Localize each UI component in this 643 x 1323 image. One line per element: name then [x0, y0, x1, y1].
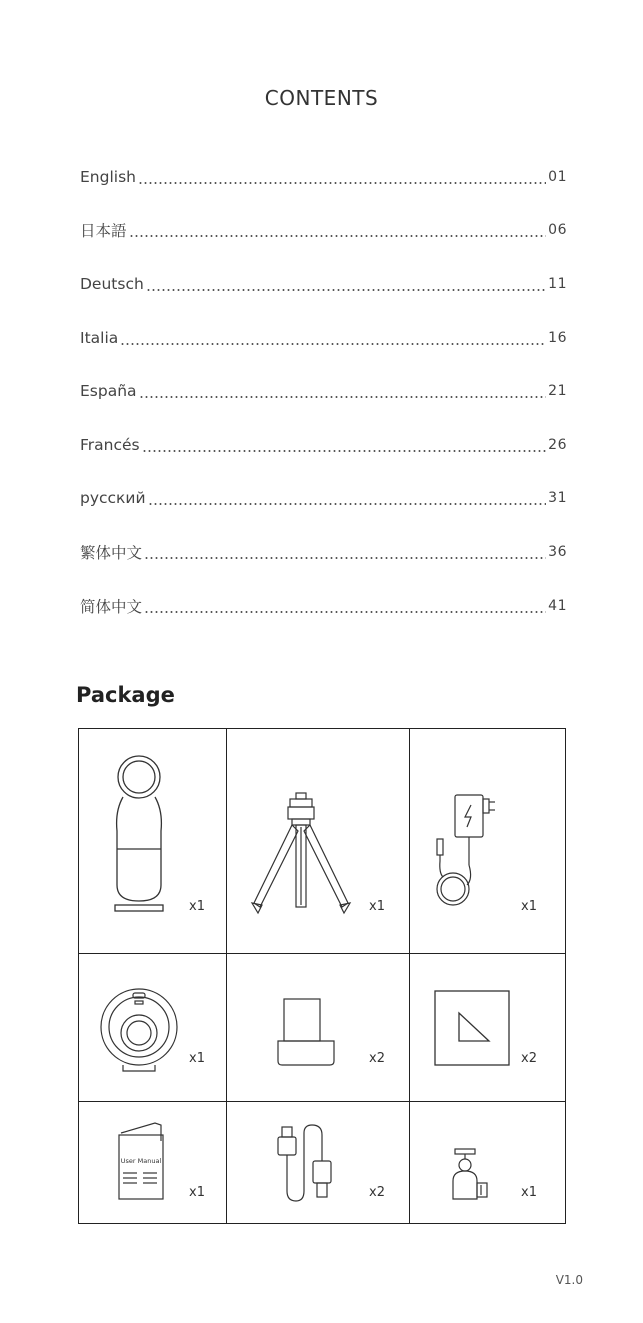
- contents-title: CONTENTS: [264, 86, 379, 110]
- toc-page-number: 21: [548, 383, 567, 400]
- usb-adapter-icon: [276, 997, 336, 1069]
- toc-page-number: 41: [548, 597, 567, 614]
- toc-leader-dots: [139, 396, 547, 398]
- user-manual-icon: [115, 1121, 169, 1203]
- toc-leader-dots: [138, 182, 546, 184]
- table-of-contents: [80, 150, 567, 632]
- package-title: Package: [76, 683, 175, 707]
- package-item: [409, 1101, 565, 1223]
- quantity-label: x2: [521, 1051, 537, 1066]
- webcam-icon: [99, 983, 179, 1077]
- toc-item[interactable]: [80, 579, 567, 633]
- toc-leader-dots: [148, 503, 547, 505]
- toc-language: Francés: [80, 435, 140, 454]
- quantity-label: x1: [521, 1185, 537, 1200]
- toc-language: English: [80, 167, 136, 186]
- toc-language: Italia: [80, 328, 119, 347]
- toc-item[interactable]: [80, 525, 567, 579]
- package-item: [226, 1101, 409, 1223]
- toc-page-number: 26: [548, 436, 567, 453]
- package-item: [409, 729, 565, 953]
- toc-leader-dots: [120, 343, 546, 345]
- quantity-label: x1: [189, 1051, 205, 1066]
- quantity-label: x2: [369, 1051, 385, 1066]
- package-item: [409, 953, 565, 1101]
- toc-leader-dots: [144, 611, 546, 613]
- quantity-label: x1: [369, 899, 385, 914]
- package-item: [79, 1101, 226, 1223]
- toc-page-number: 16: [548, 329, 567, 346]
- quantity-label: x1: [189, 899, 205, 914]
- tripod-icon: [248, 791, 360, 917]
- version-label: V1.0: [555, 1273, 583, 1287]
- toc-leader-dots: [129, 235, 547, 237]
- toc-leader-dots: [146, 289, 546, 291]
- toc-page-number: 01: [548, 168, 567, 185]
- toc-language: 繁体中文: [80, 543, 143, 562]
- camera-stand-icon: [109, 749, 169, 917]
- power-adapter-icon: [433, 789, 513, 915]
- toc-item[interactable]: [80, 364, 567, 418]
- quantity-label: x1: [521, 899, 537, 914]
- package-item: [226, 953, 409, 1101]
- package-item: [79, 953, 226, 1101]
- toc-page-number: 36: [548, 543, 567, 560]
- toc-leader-dots: [144, 557, 546, 559]
- package-item: [79, 729, 226, 953]
- quantity-label: x1: [189, 1185, 205, 1200]
- toc-language: España: [80, 382, 137, 401]
- toc-page-number: 11: [548, 275, 567, 292]
- toc-language: русский: [80, 489, 146, 508]
- ball-head-mount-icon: [445, 1147, 495, 1203]
- toc-page-number: 31: [548, 490, 567, 507]
- toc-leader-dots: [142, 450, 547, 452]
- manual-label: User Manual: [120, 1157, 162, 1165]
- toc-language: Deutsch: [80, 274, 144, 293]
- toc-item[interactable]: [80, 472, 567, 526]
- quantity-label: x2: [369, 1185, 385, 1200]
- toc-item[interactable]: [80, 204, 567, 258]
- toc-item[interactable]: [80, 257, 567, 311]
- package-item: [226, 729, 409, 953]
- toc-item[interactable]: [80, 311, 567, 365]
- toc-language: 日本語: [80, 222, 127, 241]
- usb-cable-icon: [270, 1121, 340, 1207]
- toc-item[interactable]: [80, 418, 567, 472]
- package-grid: [78, 728, 566, 1224]
- privacy-cover-icon: [433, 989, 513, 1069]
- toc-page-number: 06: [548, 222, 567, 239]
- toc-language: 简体中文: [80, 597, 143, 616]
- toc-item[interactable]: [80, 150, 567, 204]
